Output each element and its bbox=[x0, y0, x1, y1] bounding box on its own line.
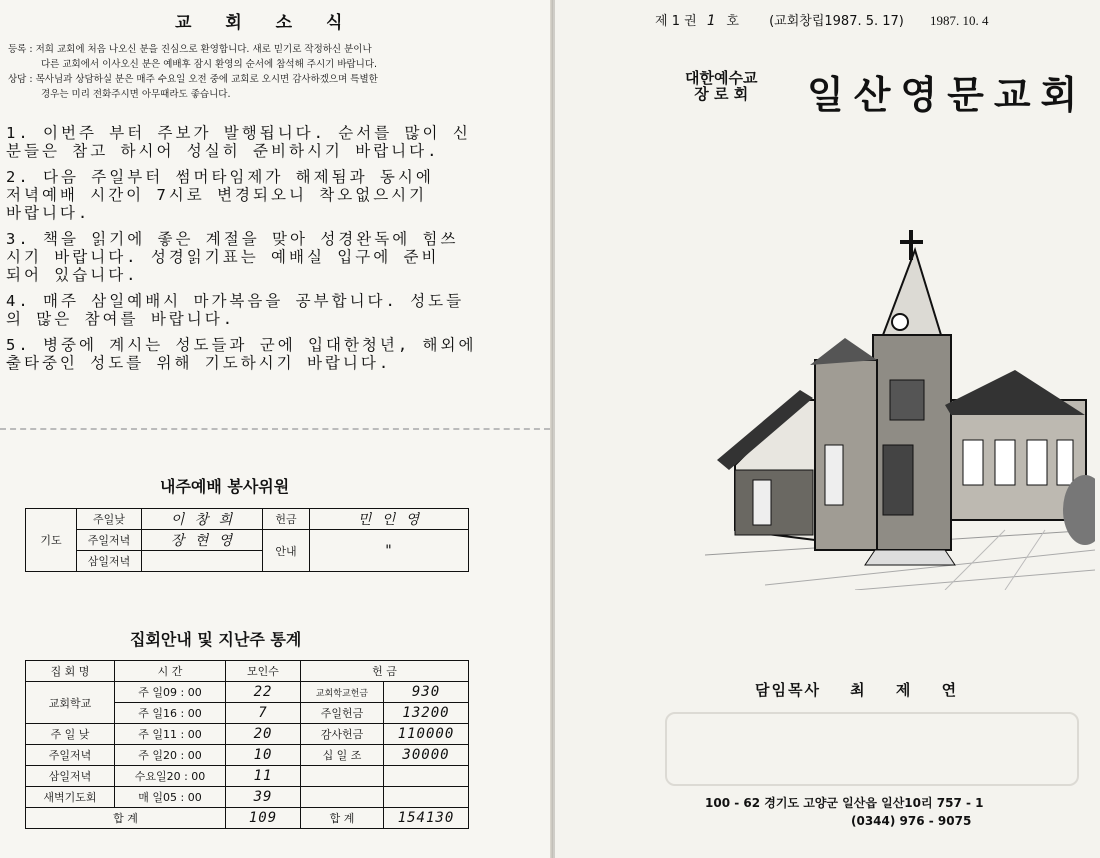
divider bbox=[0, 428, 550, 430]
table-row: 합 계 109 합 계 154130 bbox=[26, 808, 469, 829]
table-row: 삼일저녁 수요일20 : 00 11 bbox=[26, 766, 469, 787]
denomination: 대한예수교 장 로 회 bbox=[685, 69, 758, 103]
table-row: 주 일16 : 00 7 주일헌금 13200 bbox=[26, 703, 469, 724]
registration-note: 등록 : 저희 교회에 처음 나오신 분을 진심으로 환영합니다. 새로 믿기로 작정하신 분이나 다른 교회에서 이사오신 분은 예배후 잠시 환영의 순서에 참석해 주시기 바랍니다. 상담 : 목사님과 상담하실 분은 매주 수요일 오전 중에 교회로 오시면 감사하겠으며 특별한 경우는 미리 전화주시면 아무때라도 좋습니다. bbox=[8, 44, 378, 100]
right-page bbox=[553, 0, 1100, 858]
stats-table bbox=[25, 660, 469, 829]
faded-box bbox=[665, 712, 1079, 786]
notice-item: 2. 다음 주일부터 썸머타임제가 해제됨과 동시에 저녁예배 시간이 7시로 변경되오니 착오없으시기 바랍니다. bbox=[6, 168, 434, 222]
table-row: 집 회 명 시 간 모인수 헌 금 bbox=[26, 661, 469, 682]
notice-item: 1. 이번주 부터 주보가 발행됩니다. 순서를 많이 신 분들은 참고 하시어 성실히 준비하시기 바랍니다. bbox=[6, 124, 471, 160]
notice-item: 3. 책을 읽기에 좋은 계절을 맞아 성경완독에 힘쓰 시기 바랍니다. 성경읽기표는 예배실 입구에 준비 되어 있습니다. bbox=[6, 230, 459, 284]
table-row: 주일저녁 주 일20 : 00 10 십 일 조 30000 bbox=[26, 745, 469, 766]
church-name: 일산영문교회 bbox=[807, 72, 1088, 117]
table-row: 주 일 낮 주 일11 : 00 20 감사헌금 110000 bbox=[26, 724, 469, 745]
servers-title: 내주예배 봉사위원 bbox=[160, 477, 290, 496]
issue-line: 제 1 권 1 호 (교회창립1987. 5. 17) 1987. 10. 4 bbox=[655, 13, 989, 29]
address: 100 - 62 경기도 고양군 일산읍 일산10리 757 - 1 bbox=[705, 796, 984, 810]
church-illustration bbox=[705, 230, 1095, 590]
servers-table: 기도 주일낮 이 창 희 헌금 민 인 영 주일저녁 장 현 영 안내 " 삼일저녁 bbox=[25, 508, 469, 572]
pastor: 담임목사 최 제 연 bbox=[755, 681, 959, 699]
phone: (0344) 976 - 9075 bbox=[851, 814, 972, 828]
news-title: 교 회 소 식 bbox=[175, 13, 357, 33]
table-row: 새벽기도회 매 일05 : 00 39 bbox=[26, 787, 469, 808]
notice-item: 4. 매주 삼일예배시 마가복음을 공부합니다. 성도들 의 많은 참여를 바랍니다. bbox=[6, 292, 465, 328]
notice-item: 5. 병중에 계시는 성도들과 군에 입대한청년, 해외에 출타중인 성도를 위해 기도하시기 바랍니다. bbox=[6, 336, 477, 372]
table-row: 교회학교 주 일09 : 00 22 교회학교헌금 930 bbox=[26, 682, 469, 703]
stats-title: 집회안내 및 지난주 통계 bbox=[130, 630, 302, 649]
notice-list bbox=[6, 124, 546, 380]
